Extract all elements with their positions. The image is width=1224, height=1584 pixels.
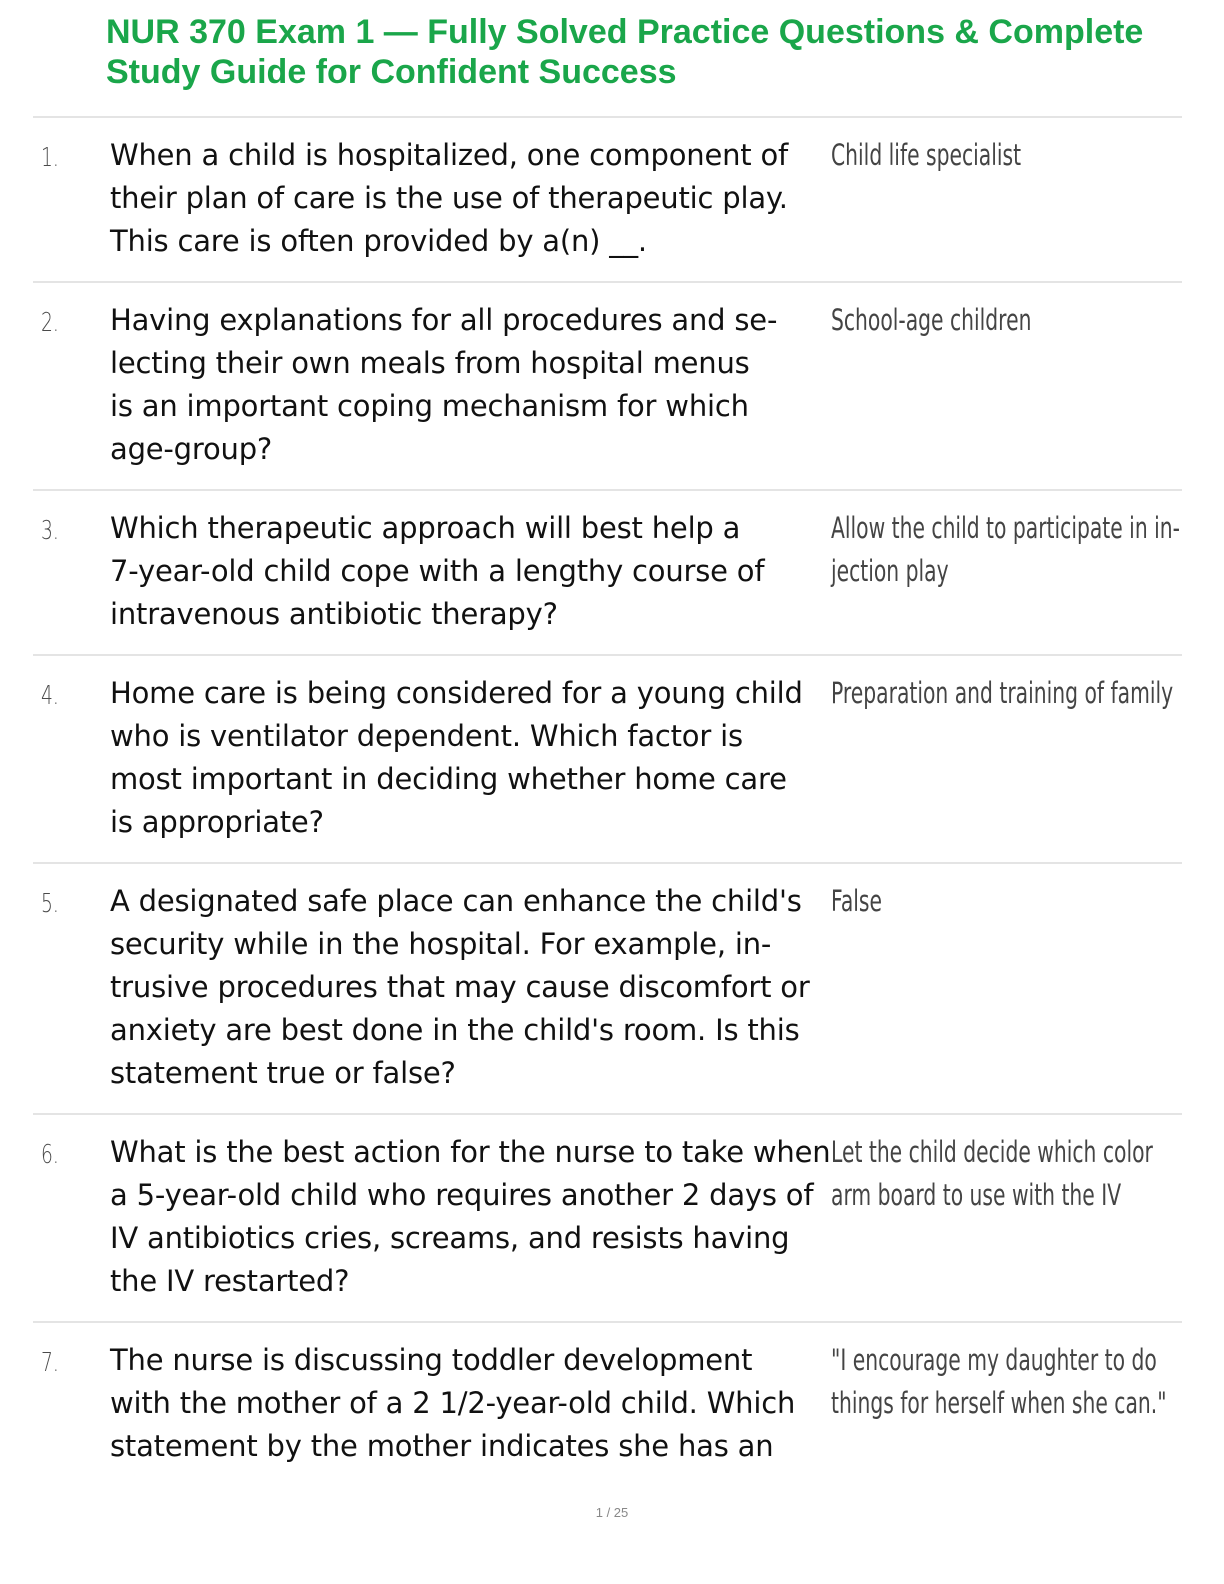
question-line: the IV restarted? [110, 1264, 350, 1298]
card-number: 1. [41, 143, 59, 173]
answer-line: Child life specialist [831, 138, 1022, 172]
answer-line: Preparation and training of family [831, 676, 1174, 710]
answer-line: "I encourage my daughter to do [831, 1343, 1157, 1377]
answer-line: jection play [831, 554, 949, 588]
card-question [110, 880, 830, 1095]
question-line: age-group? [110, 432, 273, 466]
card-question [110, 672, 830, 844]
question-line: statement by the mother indicates she has an [110, 1429, 774, 1463]
question-line: most important in deciding whether home care [110, 762, 787, 796]
flashcard-list [33, 116, 1182, 1486]
card-number: 6. [41, 1140, 59, 1170]
question-line: Home care is being considered for a young child [110, 676, 803, 710]
question-line: When a child is hospitalized, one component of [110, 138, 789, 172]
question-line: who is ventilator dependent. Which factor is [110, 719, 743, 753]
card-question [110, 507, 830, 636]
question-line: A designated safe place can enhance the child's [110, 884, 802, 918]
card-question [110, 134, 830, 263]
answer-line: School-age children [831, 303, 1032, 337]
question-line: anxiety are best done in the child's room. Is this [110, 1013, 800, 1047]
answer-line: Allow the child to participate in in- [831, 511, 1180, 545]
title-line: NUR 370 Exam 1 — Fully Solved Practice Questions & Complete [106, 13, 1144, 51]
question-line: lecting their own meals from hospital menus [110, 346, 750, 380]
flashcard [33, 1113, 1182, 1321]
flashcard [33, 116, 1182, 281]
question-line: a 5-year-old child who requires another 2 days of [110, 1178, 814, 1212]
card-question [110, 1131, 830, 1303]
question-line: The nurse is discussing toddler development [110, 1343, 753, 1377]
flashcard [33, 654, 1182, 862]
question-line: trusive procedures that may cause discomfort or [110, 970, 810, 1004]
question-line: their plan of care is the use of therapeutic play. [110, 181, 788, 215]
question-line: is appropriate? [110, 805, 324, 839]
question-line: security while in the hospital. For example, in- [110, 927, 772, 961]
question-line: is an important coping mechanism for which [110, 389, 749, 423]
answer-line: Let the child decide which color [831, 1135, 1153, 1169]
card-question [110, 299, 830, 471]
card-number: 7. [41, 1348, 59, 1378]
card-question [110, 1339, 830, 1468]
answer-line: arm board to use with the IV [831, 1178, 1122, 1212]
card-answer [831, 1131, 1153, 1217]
card-number: 4. [41, 681, 59, 711]
flashcard [33, 1321, 1182, 1486]
card-answer [831, 134, 1080, 177]
card-number: 5. [41, 889, 59, 919]
question-line: Which therapeutic approach will best help a [110, 511, 741, 545]
answer-line: things for herself when she can." [831, 1386, 1167, 1420]
document-title [106, 12, 1206, 92]
question-line: statement true or false? [110, 1056, 456, 1090]
card-answer [831, 672, 1174, 715]
card-answer [831, 507, 1180, 593]
question-line: intravenous antibiotic therapy? [110, 597, 558, 631]
title-line: Study Guide for Confident Success [106, 53, 677, 91]
flashcard [33, 489, 1182, 654]
page-number: 1 / 25 [595, 1505, 629, 1520]
question-line: IV antibiotics cries, screams, and resists having [110, 1221, 790, 1255]
card-number: 2. [41, 308, 59, 338]
flashcard [33, 281, 1182, 489]
question-line: Having explanations for all procedures and se- [110, 303, 778, 337]
question-line: What is the best action for the nurse to take when [110, 1135, 831, 1169]
answer-line: False [831, 884, 882, 918]
flashcard [33, 862, 1182, 1113]
card-answer [831, 1339, 1167, 1425]
card-answer [831, 880, 1080, 923]
card-number: 3. [41, 516, 59, 546]
question-line: with the mother of a 2 1/2-year-old child. Which [110, 1386, 796, 1420]
question-line: This care is often provided by a(n) __. [110, 224, 647, 258]
card-answer [831, 299, 1080, 342]
question-line: 7-year-old child cope with a lengthy course of [110, 554, 765, 588]
